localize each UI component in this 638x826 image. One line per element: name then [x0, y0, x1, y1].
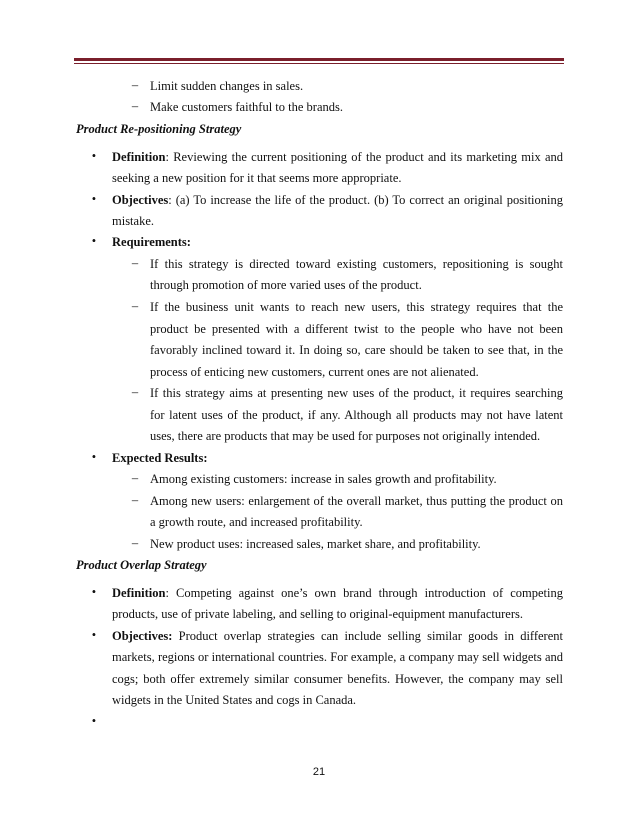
requirement-line: If the business unit wants to reach new users, this strategy requires that the [150, 300, 563, 314]
expected-line: Among existing customers: increase in sales growth and profitability. [150, 472, 497, 486]
dash-marker: – [131, 536, 139, 550]
definition-text: seeking a new position for it that seems more appropriate. [112, 171, 402, 185]
objectives-text: widgets in the United States and cogs in Canada. [112, 693, 357, 707]
objectives-text: Product overlap strategies can include selling similar goods in different [172, 629, 563, 643]
dash-marker: – [131, 385, 139, 399]
bullet-marker: • [91, 585, 97, 599]
dash-marker: – [131, 493, 139, 507]
dash-marker: – [131, 471, 139, 485]
requirements-label: Requirements: [112, 235, 191, 249]
dash-marker: – [131, 299, 139, 313]
requirement-line: If this strategy is directed toward existing customers, repositioning is sought [150, 257, 563, 271]
requirement-line: uses, there are products that may be used for purposes not originally intended. [150, 429, 541, 443]
section-heading: Product Overlap Strategy [76, 558, 207, 572]
definition-text: : Reviewing the current positioning of the product and its marketing mix and [165, 150, 563, 164]
dash-marker: – [131, 256, 139, 270]
definition-text: : Competing against one’s own brand through introduction of competing [165, 586, 563, 600]
intro-dash-item: Make customers faithful to the brands. [150, 100, 344, 114]
objectives-text: markets, regions or international countries. For example, a company may sell widgets and [112, 650, 563, 664]
objectives-text: cogs; both offer extremely similar consumer benefits. However, the company may sell [112, 672, 563, 686]
expected-line: New product uses: increased sales, market share, and profitability. [150, 537, 481, 551]
bullet-marker: • [91, 234, 97, 248]
header-rule [74, 58, 564, 61]
dash-marker: – [131, 99, 139, 113]
bullet-marker: • [91, 149, 97, 163]
intro-dash-item: Limit sudden changes in sales. [150, 79, 304, 93]
objectives-label: Objectives: [112, 629, 173, 643]
definition-line [112, 585, 563, 601]
requirement-line: product be presented with a different twist to the people who have not been [150, 322, 563, 336]
bullet-marker: • [91, 450, 97, 464]
objectives-line [112, 628, 563, 644]
definition-label: Definition [112, 586, 166, 600]
header-rule-thin [74, 63, 564, 64]
expected-line: a growth route, and increased profitability. [150, 515, 363, 529]
requirement-line: through promotion of more varied uses of the product. [150, 278, 422, 292]
bullet-marker: • [91, 714, 97, 728]
bullet-marker: • [91, 192, 97, 206]
page-number: 21 [312, 766, 326, 778]
section-heading: Product Re-positioning Strategy [76, 122, 242, 136]
requirement-line: favorably inclined toward it. In doing so, care should be taken to see that, in the [150, 343, 563, 357]
definition-line [112, 149, 563, 165]
objectives-line [112, 192, 563, 208]
expected-line: Among new users: enlargement of the overall market, thus putting the product on [150, 494, 563, 508]
requirement-line: If this strategy aims at presenting new uses of the product, it requires searching [150, 386, 563, 400]
expected-label: Expected Results: [112, 451, 208, 465]
bullet-marker: • [91, 628, 97, 642]
definition-label: Definition [112, 150, 166, 164]
requirement-line: process of enticing new customers, current ones are not alienated. [150, 365, 479, 379]
objectives-text: : (a) To increase the life of the product. (b) To correct an original positioning [168, 193, 563, 207]
objectives-label: Objectives [112, 193, 169, 207]
requirement-line: for latent uses of the product, if any. Although all products may not have latent [150, 408, 563, 422]
objectives-text: mistake. [112, 214, 155, 228]
dash-marker: – [131, 78, 139, 92]
definition-text: products, use of private labeling, and selling to original-equipment manufacturers. [112, 607, 523, 621]
